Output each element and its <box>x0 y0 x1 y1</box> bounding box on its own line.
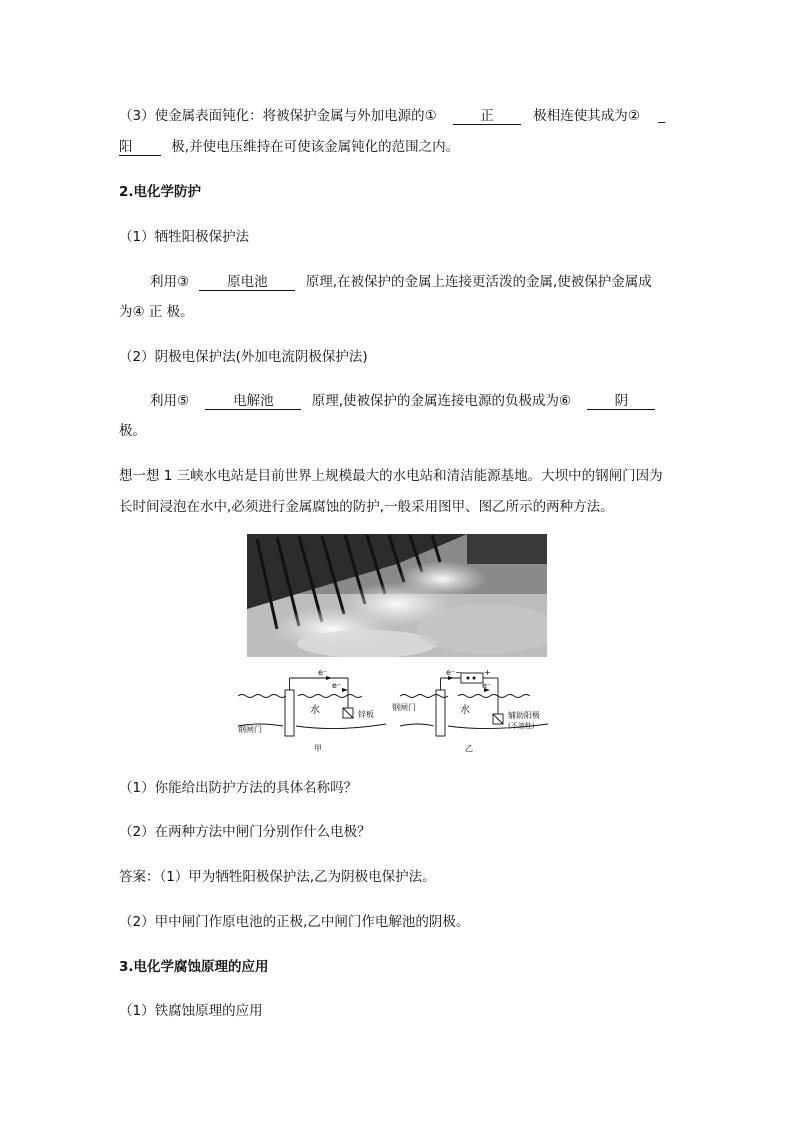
question-2: （2）在两种方法中闸门分别作什么电极？ <box>119 824 371 840</box>
question-1: （1）你能给出防护方法的具体名称吗？ <box>119 780 358 796</box>
passivation-text-post: 极,并使电压维持在可使该金属钝化的范围之内。 <box>171 139 460 155</box>
sacrificial-text-pre: 利用③ <box>150 274 190 290</box>
blank-tail-mark: _ <box>658 108 665 124</box>
subsection-title-cathodic: （2）阴极电保护法(外加电流阴极保护法) <box>119 349 368 365</box>
passivation-text-pre: （3）使金属表面钝化：将被保护金属与外加电源的① <box>119 108 437 124</box>
electron-label-left-1: e⁻ <box>318 668 328 677</box>
cathodic-line-1 <box>150 389 655 410</box>
sacrificial-text-post: 原理,在被保护的金属上连接更活泼的金属,使被保护金属成 <box>305 274 652 290</box>
sacrificial-line-1 <box>150 270 652 291</box>
passivation-text-mid: 极相连使其成为② <box>533 108 640 124</box>
gate-label-right: 钢闸门 <box>392 703 416 712</box>
caption-yi: 乙 <box>465 744 473 753</box>
water-label-left: 水 <box>310 705 320 716</box>
section-heading-3: 3.电化学腐蚀原理的应用 <box>119 959 269 975</box>
blank-answer-1: 正 <box>453 108 521 125</box>
gate-label-left: 钢闸门 <box>238 725 262 734</box>
answer-2: （2）甲中闸门作原电池的正极,乙中闸门作电解池的阴极。 <box>119 914 470 930</box>
passivation-line-2 <box>119 135 459 156</box>
answer-1: 答案：（1）甲为牺牲阳极保护法,乙为阴极电保护法。 <box>119 869 436 885</box>
subsection-title-iron: （1）铁腐蚀原理的应用 <box>119 1003 263 1019</box>
sacrificial-line-2: 为④ 正 极。 <box>119 304 194 320</box>
passivation-line-1 <box>119 104 665 125</box>
aux-anode-label: 辅助阳极 <box>508 711 540 720</box>
dam-spillway-photo <box>247 534 547 657</box>
subsection-title-sacrificial: （1）牺牲阳极保护法 <box>119 229 250 245</box>
blank-answer-3: 原电池 <box>199 274 295 291</box>
electron-label-left-2: e⁻ <box>332 681 342 690</box>
zinc-plate-label: 锌板 <box>358 710 374 719</box>
minus-terminal-label: − <box>455 668 462 677</box>
cathodic-text-mid: 原理,使被保护的金属连接电源的负极成为⑥ <box>311 393 572 409</box>
electron-label-right-1: e⁻ <box>446 668 456 677</box>
blank-answer-6: 阴 <box>587 393 655 410</box>
plus-terminal-label: + <box>484 668 491 677</box>
think-line-2: 长时间浸泡在水中,必须进行金属腐蚀的防护,一般采用图甲、图乙所示的两种方法。 <box>119 499 614 515</box>
blank-answer-5: 电解池 <box>205 393 301 410</box>
think-line-1: 想一想 1 三峡水电站是目前世界上规模最大的水电站和清洁能源基地。大坝中的钢闸门因为 <box>119 468 663 484</box>
section-heading-2: 2.电化学防护 <box>119 184 202 200</box>
corrosion-protection-diagram <box>236 668 558 756</box>
water-label-right: 水 <box>460 705 470 716</box>
cathodic-line-2: 极。 <box>119 423 146 439</box>
blank-answer-2: 阳 <box>119 139 161 156</box>
electron-label-right-2: e⁻ <box>482 681 492 690</box>
caption-jia: 甲 <box>314 744 322 753</box>
aux-anode-note: (不溶性) <box>508 722 535 730</box>
cathodic-text-pre: 利用⑤ <box>150 393 190 409</box>
